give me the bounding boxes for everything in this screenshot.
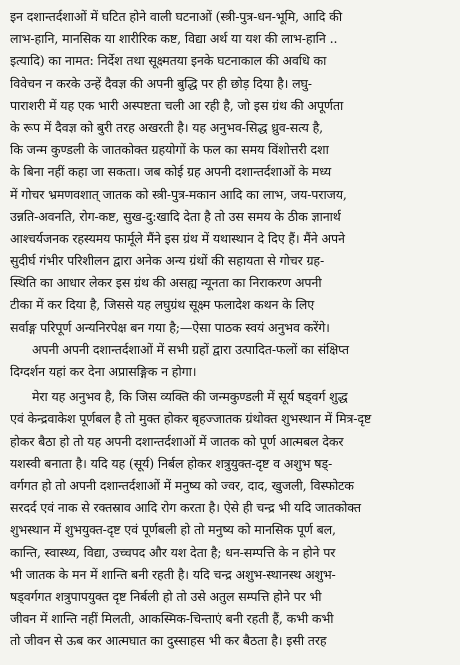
text-line: इन दशान्तर्दशाओं में घटित होने वाली घटनाओं (स्त्री-पुत्र-धन-भूमि, आदि की: [10, 9, 342, 24]
text-line: भी जातक के मन में शान्ति बनी रहती है। यदि चन्द्र अशुभ-स्थानस्थ अशुभ-: [10, 566, 336, 582]
text-line: सरदर्द एवं नाक से रक्तस्राव आदि रोग करता है। ऐसे ही चन्द्र भी यदि जातकोक्त: [10, 500, 361, 516]
text-line: इत्यादि) का नामत: निर्देश तथा सूक्ष्मतया इनके घटनाकाल की अवधि का: [10, 53, 327, 69]
text-line: उन्नति-अवनति, रोग-कष्ट, सुख-दु:खादि देता है तो उस समय के ठीक ज्ञानार्थ: [10, 208, 341, 224]
text-line: कि जन्म कुण्डली के जातकोक्त ग्रहयोगों के फल का समय विंशोत्तरी दशा: [10, 142, 329, 158]
text-line: आश्चर्यजनक रहस्यमय फार्मूले मैंने इस ग्रंथ में यथास्थान दे दिए हैं। मैंने अपने: [10, 230, 345, 246]
text-line: तो जीवन से ऊब कर आत्मघात का दुस्साहस भी कर बैठता है। इसी तरह: [10, 633, 327, 649]
text-line: विवेचन न करके उन्हें दैवज्ञ की अपनी बुद्धि पर ही छोड़ दिया है। लघु-: [10, 75, 312, 91]
text-line: होकर बैठा हो तो यह अपनी दशान्तर्दशाओं में जातक को पूर्ण आत्मबल देकर: [10, 433, 344, 449]
text-line: के रूप में दैवज्ञ को बुरी तरह अखरती है। यह अनुभव-सिद्ध ध्रुव-सत्य है,: [10, 119, 323, 135]
text-line: शुभस्थान में शुभयुक्त-दृष्ट एवं पूर्णबली हो तो मनुष्य को मानसिक पूर्ण बल,: [10, 522, 336, 538]
text-line: सुदीर्घ गंभीर परिशीलन द्वारा अनेक अन्य ग्रंथों की सहायता से गोचर ग्रह-: [10, 253, 325, 269]
text-line: यशस्वी बनाता है। यदि यह (सूर्य) निर्बल होकर शत्रुयुक्त-दृष्ट व अशुभ षड्-: [10, 455, 333, 471]
text-line: मेरा यह अनुभव है, कि जिस व्यक्ति की जन्मकुण्डली में सूर्य षड्वर्ग शुद्ध: [32, 389, 348, 405]
text-line: लाभ-हानि, मानसिक या शारीरिक कष्ट, विद्या अर्थ या यश की लाभ-हानि ..: [10, 31, 338, 47]
text-line: वर्गगत हो तो अपनी दशान्तर्दशाओं में मनुष्य को ज्वर, दाद, खुजली, विस्फोटक: [10, 477, 354, 493]
paragraph-dasha-timing: [10, 6, 452, 339]
text-line: एवं केन्द्रवाकेश पूर्णबल है तो मुक्त होकर बृहज्जातक ग्रंथोक्त शुभस्थान में मित्र-दृष्ट: [10, 411, 372, 427]
text-line: जीवन में शान्ति नहीं मिलती, आकस्मिक-चिन्ताएं बनी रहती हैं, कभी कभी: [10, 611, 334, 627]
text-line: में गोचर भ्रमणवशात् जातक को स्त्री-पुत्र-मकान आदि का लाभ, जय-पराजय,: [10, 186, 347, 202]
text-line: पाराशरी में यह एक भारी अस्पष्टता चली आ रही है, जो इस ग्रंथ की अपूर्णता: [10, 97, 344, 113]
paragraph-summary-intro: [10, 339, 452, 383]
paragraph-sun-moon-effects: [10, 386, 452, 652]
text-line: स्थिति का आधार लेकर इस ग्रंथ की असह्य न्यूनता का निराकरण अपनी: [10, 275, 322, 291]
text-line: टीका में कर दिया है, जिससे यह लघुग्रंथ सूक्ष्म फलादेश कथन के लिए: [10, 297, 315, 313]
text-line: षड्वर्गगत शत्रुपापयुक्त दृष्ट निर्बली हो तो उसे अतुल सम्पत्ति होने पर भी: [10, 588, 322, 604]
text-line: दिग्दर्शन यहां कर देना अप्रासङ्गिक न होगा।: [10, 364, 197, 379]
text-line: के बिना नहीं कहा जा सकता। जब कोई ग्रह अपनी दशान्तर्दशाओं के मध्य: [10, 164, 332, 180]
text-line: कान्ति, स्वास्थ्य, विद्या, उच्चपद और यश देता है; धन-सम्पत्ति के न होने पर: [10, 544, 336, 560]
text-line: अपनी अपनी दशान्तर्दशाओं में सभी ग्रहों द्वारा उत्पादित-फलों का संक्षिप्त: [32, 341, 349, 357]
text-line: सर्वाङ्ग परिपूर्ण अन्यनिरपेक्ष बन गया है;—ऐसा पाठक स्वयं अनुभव करेंगे।: [10, 319, 330, 335]
